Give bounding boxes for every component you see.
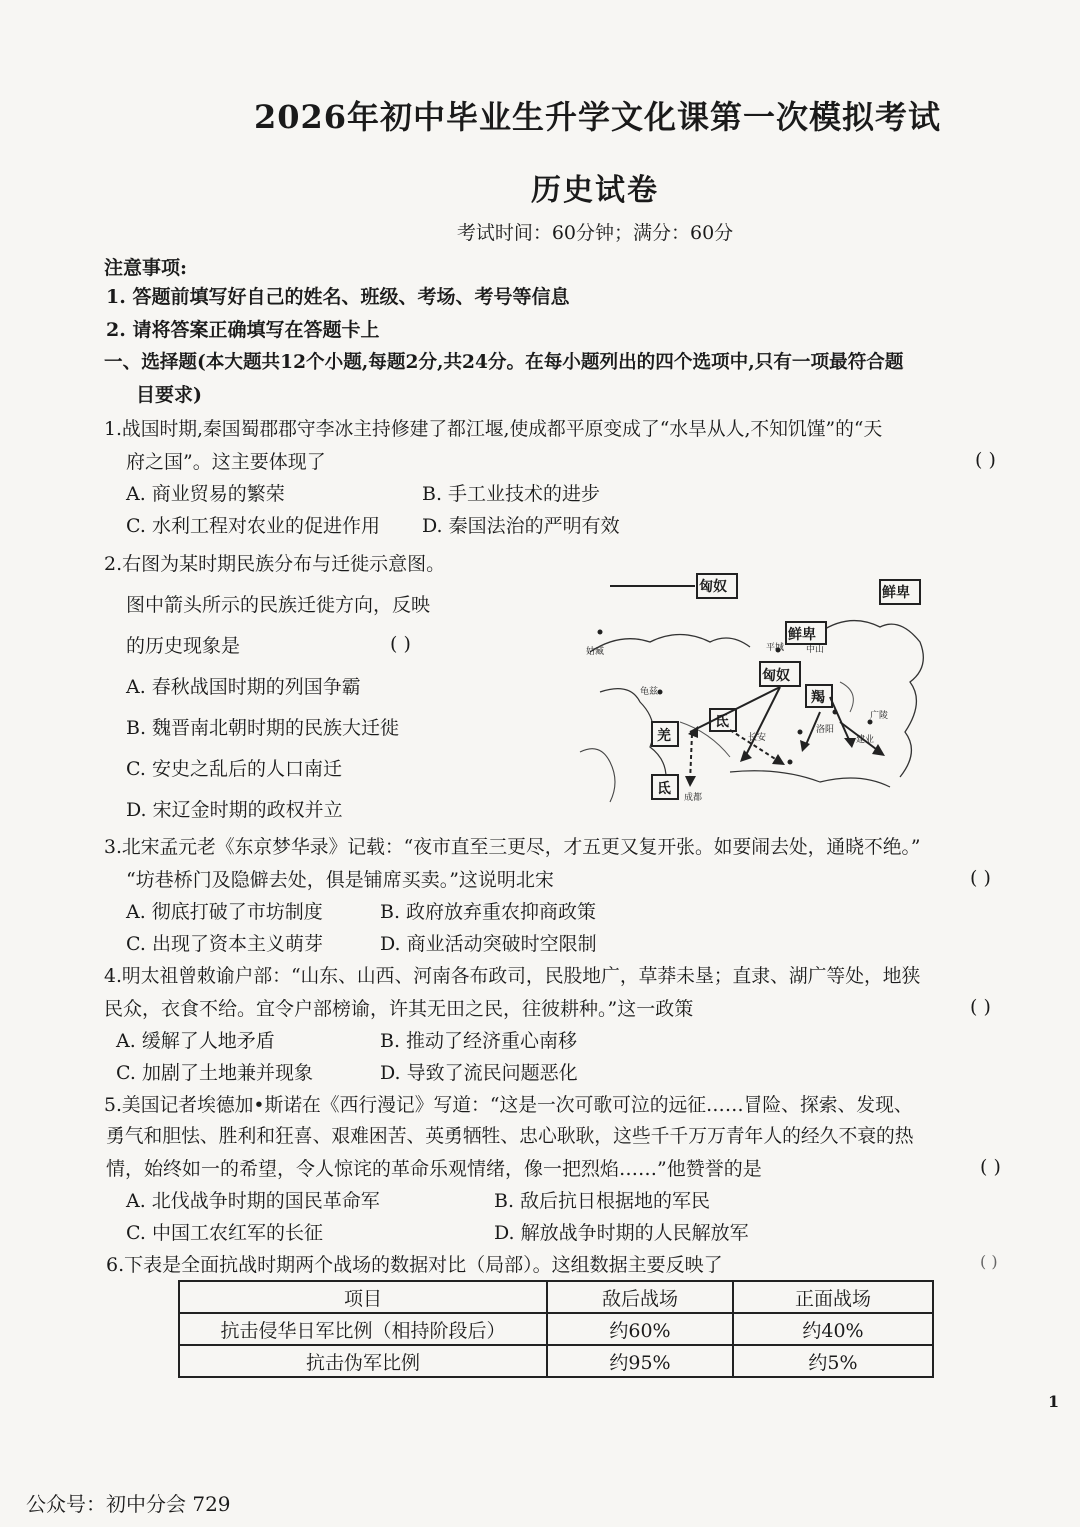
q3-option-c: C. 出现了资本主义萌芽 (126, 933, 323, 955)
q3-option-a: A. 彻底打破了市坊制度 (126, 901, 323, 923)
table-cell: 抗击侵华日军比例（相持阶段后） (179, 1313, 547, 1345)
exam-subtitle: 历史试卷 (531, 173, 659, 208)
map-place-jianye: 建业 (856, 735, 875, 745)
map-label-xiongnu-top: 匈奴 (699, 579, 727, 595)
map-place-guangling: 广陵 (870, 711, 889, 721)
q2-line-3: 的历史现象是 (126, 635, 241, 657)
q2-option-c: C. 安史之乱后的人口南迁 (126, 758, 342, 780)
section-heading: 一、选择题(本大题共12个小题,每题2分,共24分。在每小题列出的四个选项中,只有一项最符合题 (104, 352, 904, 373)
q2-line-1: 2.右图为某时期民族分布与迁徙示意图。 (104, 553, 446, 575)
map-label-xianbei-top: 鲜卑 (882, 585, 910, 601)
q2-line-2: 图中箭头所示的民族迁徙方向，反映 (126, 594, 431, 616)
q2-answer-paren: ( ) (390, 633, 411, 655)
q1-option-b: B. 手工业技术的进步 (422, 483, 601, 505)
q5-option-a: A. 北伐战争时期的国民革命军 (126, 1190, 380, 1212)
page-number: 1 (1048, 1392, 1060, 1411)
table-cell: 约95% (547, 1345, 733, 1377)
notice-item-2: 2. 请将答案正确填写在答题卡上 (106, 319, 380, 341)
exam-info: 考试时间：60分钟；满分：60分 (456, 222, 734, 244)
q1-answer-paren: ( ) (975, 449, 996, 471)
map-label-di: 氐 (715, 714, 729, 730)
map-place-guzang: 姑臧 (586, 647, 605, 657)
map-label-di-south: 氐 (657, 781, 671, 797)
map-place-chengdu: 成都 (684, 793, 703, 803)
q4-option-c: C. 加剧了土地兼并现象 (116, 1062, 313, 1084)
q5-line-2: 勇气和胆怯、胜利和狂喜、艰难困苦、英勇牺牲、忠心耿耿，这些千千万万青年人的经久不衰的热 (106, 1126, 914, 1147)
q2-option-b: B. 魏晋南北朝时期的民族大迁徙 (126, 717, 400, 739)
q6-data-table (178, 1280, 934, 1378)
footer-watermark: 公众号：初中分会 729 (26, 1492, 231, 1516)
table-cell: 约40% (733, 1313, 933, 1345)
q3-line-2: “坊巷桥门及隐僻去处，俱是铺席买卖。”这说明北宋 (126, 869, 554, 891)
map-place-qiuci: 龟兹 (640, 687, 659, 697)
q5-option-c: C. 中国工农红军的长征 (126, 1222, 323, 1244)
q2-option-a: A. 春秋战国时期的列国争霸 (126, 676, 361, 698)
q4-line-2: 民众，衣食不给。宜令户部榜谕，许其无田之民，往彼耕种。”这一政策 (104, 998, 694, 1020)
q5-option-d: D. 解放战争时期的人民解放军 (494, 1222, 749, 1244)
q3-line-1: 3.北宋孟元老《东京梦华录》记载：“夜市直至三更尽，才五更又复开张。如要闹去处，通晓不绝。” (104, 837, 921, 858)
q6-line-1: 6.下表是全面抗战时期两个战场的数据对比（局部）。这组数据主要反映了 (106, 1254, 723, 1276)
table-cell: 约60% (547, 1313, 733, 1345)
q3-option-d: D. 商业活动突破时空限制 (380, 933, 597, 955)
notice-heading: 注意事项: (104, 257, 188, 279)
notice-item-1: 1. 答题前填写好自己的姓名、班级、考场、考号等信息 (106, 286, 570, 308)
exam-title: 2026年初中毕业生升学文化课第一次模拟考试 (253, 98, 942, 136)
q5-option-b: B. 敌后抗日根据地的军民 (494, 1190, 711, 1212)
q2-option-d: D. 宋辽金时期的政权并立 (126, 799, 343, 821)
table-cell: 约5% (733, 1345, 933, 1377)
table-row (179, 1313, 933, 1345)
q4-option-b: B. 推动了经济重心南移 (380, 1030, 578, 1052)
q3-answer-paren: ( ) (970, 867, 991, 889)
q1-line-1: 1.战国时期,秦国蜀郡郡守李冰主持修建了都江堰,使成都平原变成了“水旱从人,不知饥馑”的“天 (104, 419, 883, 440)
map-label-xianbei: 鲜卑 (788, 627, 816, 643)
q4-line-1: 4.明太祖曾敕谕户部：“山东、山西、河南各布政司，民股地广，草莽未垦；直隶、湖广等处，地狭 (104, 966, 921, 987)
map-place-pingcheng: 平城 (766, 643, 785, 653)
table-header-cell: 敌后战场 (547, 1281, 733, 1313)
table-header-cell: 项目 (179, 1281, 547, 1313)
map-label-boxes (652, 574, 920, 799)
table-cell: 抗击伪军比例 (179, 1345, 547, 1377)
table-header-cell: 正面战场 (733, 1281, 933, 1313)
table-header-row (179, 1281, 933, 1313)
q4-answer-paren: ( ) (970, 996, 991, 1018)
q5-answer-paren: ( ) (980, 1156, 1001, 1178)
q1-line-2: 府之国”。这主要体现了 (126, 451, 326, 473)
q5-line-3: 情，始终如一的希望，令人惊诧的革命乐观情绪，像一把烈焰……”他赞誉的是 (106, 1158, 762, 1180)
q5-line-1: 5.美国记者埃德加•斯诺在《西行漫记》写道：“这是一次可歌可泣的远征……冒险、探索、发现、 (104, 1095, 913, 1116)
q4-option-d: D. 导致了流民问题恶化 (380, 1062, 578, 1084)
q1-option-a: A. 商业贸易的繁荣 (126, 483, 285, 505)
map-place-zhongshan: 中山 (806, 645, 825, 655)
q1-option-d: D. 秦国法治的严明有效 (422, 515, 620, 537)
table-row (179, 1345, 933, 1377)
map-place-luoyang: 洛阳 (816, 725, 835, 735)
migration-map (580, 572, 920, 812)
map-label-xiongnu: 匈奴 (762, 668, 790, 684)
q6-answer-paren: ( ) (980, 1252, 998, 1271)
map-label-qiang: 羌 (657, 728, 671, 744)
q3-option-b: B. 政府放弃重农抑商政策 (380, 901, 597, 923)
map-label-jie: 羯 (811, 690, 825, 706)
q4-option-a: A. 缓解了人地矛盾 (116, 1030, 275, 1052)
q1-option-c: C. 水利工程对农业的促进作用 (126, 515, 380, 537)
map-place-changan: 长安 (748, 733, 767, 743)
section-heading-cont: 目要求) (136, 384, 202, 406)
